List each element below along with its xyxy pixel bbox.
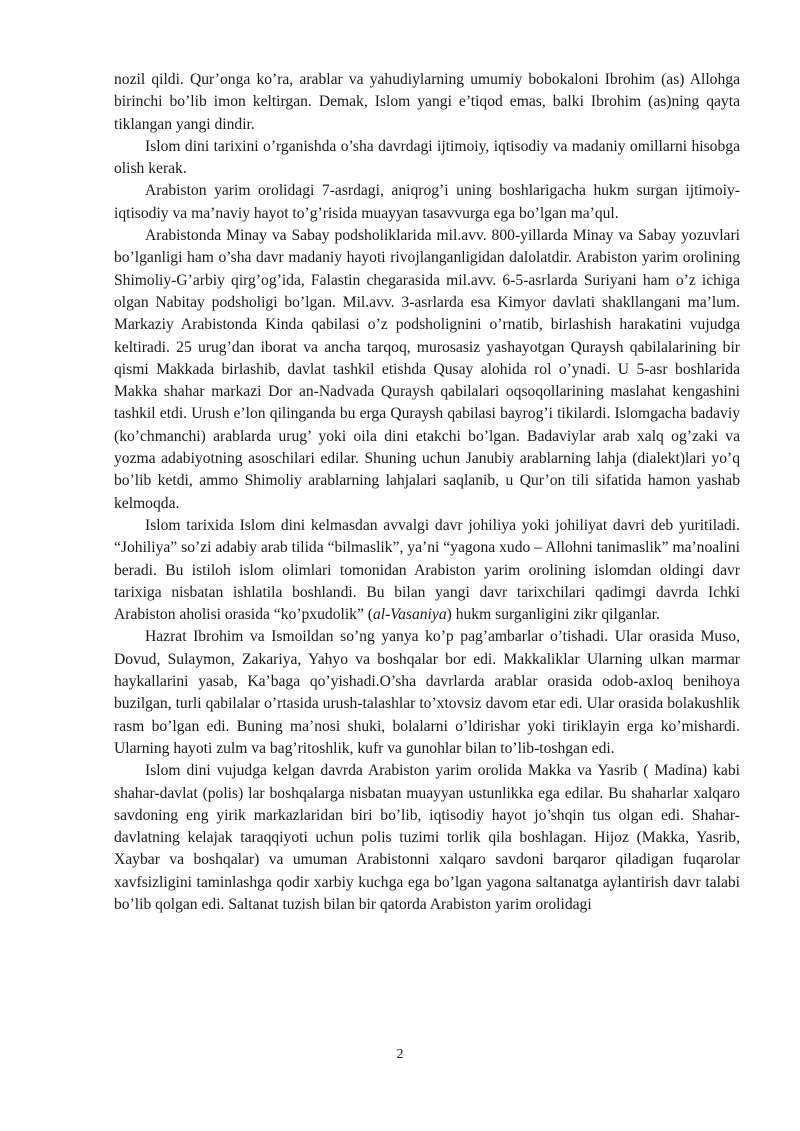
paragraph-text: Arabistonda Minay va Sabay podsholiklarida mil.avv. 800-yillarda Minay va Sabay yozuvlari bo’lganligi ham o’sha davr madaniy hayoti rivojlanganligidan dalolatdir. Arabiston yarim orolining Shimoliy-G’arbiy qirg’og’ida, Falastin chegarasida mil.avv. 6-5-asrlarda Suriyani ham o’z ichiga olgan Nabitay podsholigi bo’lgan. Mil.avv. 3-asrlarda esa Kimyor davlati shakllangani ma’lum. Markaziy Arabistonda Kinda qabilasi o’z podsholignini o’rnatib, birlashish harakatini vujudga keltiradi. 25 urug’dan iborat va ancha tarqoq, murosasiz yashayotgan Quraysh qabilalarining bir qismi Makkada birlashib, davlat tashkil etishda Qusay alohida rol o’ynadi. U 5-asr boshlarida Makka shahar markazi Dor an-Nadvada Quraysh qabilalari oqsoqollarining maslahat kengashini tashkil etdi. Urush e’lon qilinganda bu erga Quraysh qabilasi bayrog’i tikilardi. Islomgacha badaviy (ko’chmanchi) arablarda urug’ yoki oila dini etakchi bo’lgan. Badaviylar arab xalq og’zaki va yozma adabiyotning asoschilari edilar. Shuning uchun Janubiy arablarning lahja (dialekt)lari yo’q bo’lib ketdi, ammo Shimoliy arablarning lahjalari saqlanib, u Qur’on tili sifatida hamon yashab kelmoqda. bbox=[114, 227, 740, 512]
paragraph-text: Islom dini vujudga kelgan davrda Arabiston yarim orolida Makka va Yasrib ( Madina) kabi shahar-davlat (polis) lar boshqalarga nisbatan muayyan ustunlikka ega edilar. Bu shaharlar xalqaro savdoning eng yirik markazlaridan biri bo’lib, iqtisodiy hayot jo’shqin tus olgan edi. Shahar-davlatning kelajak taraqqiyoti uchun polis tuzimi torlik qila boshlagan. Hijoz (Makka, Yasrib, Xaybar va boshqalar) va umuman Arabistonni xalqaro savdoni barqaror qiladigan fuqarolar xavfsizligini taminlashga qodir xarbiy kuchga ega bo’lgan yagona saltanatga aylantirish davr talabi bo’lib qolgan edi. Saltanat tuzish bilan bir qatorda Arabiston yarim orolidagi bbox=[114, 762, 740, 913]
paragraph bbox=[114, 760, 740, 916]
paragraph bbox=[114, 225, 740, 515]
paragraph-text: Islom dini tarixini o’rganishda o’sha davrdagi ijtimoiy, iqtisodiy va madaniy omillarni hisobga olish kerak. bbox=[114, 137, 740, 178]
paragraph bbox=[114, 136, 740, 181]
paragraph bbox=[114, 69, 740, 136]
paragraph bbox=[114, 180, 740, 225]
paragraph bbox=[114, 626, 740, 760]
paragraph-text: nozil qildi. Qur’onga ko’ra, arablar va yahudiylarning umumiy bobokaloni Ibrohim (as) Allohga birinchi bo’lib imon keltirgan. Demak, Islom yangi e’tiqod emas, balki Ibrohim (as)ning qayta tiklangan yangi dindir. bbox=[114, 71, 740, 133]
paragraph-text: Islom tarixida Islom dini kelmasdan avvalgi davr johiliya yoki johiliyat davri deb yuritiladi. “Johiliya” so’zi adabiy arab tilida “bilmaslik”, ya’ni “yagona xudo – Allohni tanimaslik” ma’noalini beradi. Bu istiloh islom olimlari tomonidan Arabiston yarim orolining islomdan oldingi davr tarixiga nisbatan ishlatila boshlandi. Bu bilan yangi davr tarixchilari qadimgi davrda Ichki Arabiston aholisi orasida “ko’pxudolik” ( bbox=[114, 516, 740, 624]
paragraph-text: Arabiston yarim orolidagi 7-asrdagi, aniqrog’i uning boshlarigacha hukm surgan ijtimoiy-iqtisodiy va ma’naviy hayot to’g’risida muayyan tasavvurga ega bo’lgan ma’qul. bbox=[114, 182, 740, 222]
paragraph bbox=[114, 515, 740, 626]
paragraph-text: Hazrat Ibrohim va Ismoildan so’ng yanya ko’p pag’ambarlar o’tishadi. Ular orasida Muso, Dovud, Sulaymon, Zakariya, Yahyo va boshqalar bor edi. Makkaliklar Ularning ulkan marmar haykallarini yasab, Ka’baga qo’yishadi.O’sha davrlarda arablar orasida odob-axloq benihoya buzilgan, turli qabilalar o’rtasida urush-talashlar to’xtovsiz davom etar edi. Ular orasida bolakushlik rasm bo’lgan edi. Buning ma’nosi shuki, bolalarni o’ldirishar yoki tiriklayin erga ko’mishardi. Ularning hayoti zulm va bag’ritoshlik, kufr va gunohlar bilan to’lib-toshgan edi. bbox=[114, 628, 740, 757]
paragraph-text: ) hukm surganligini zikr qilganlar. bbox=[446, 606, 660, 624]
italic-text: al-Vasaniya bbox=[372, 606, 447, 624]
document-body bbox=[114, 69, 740, 916]
page-number: 2 bbox=[396, 1047, 404, 1062]
